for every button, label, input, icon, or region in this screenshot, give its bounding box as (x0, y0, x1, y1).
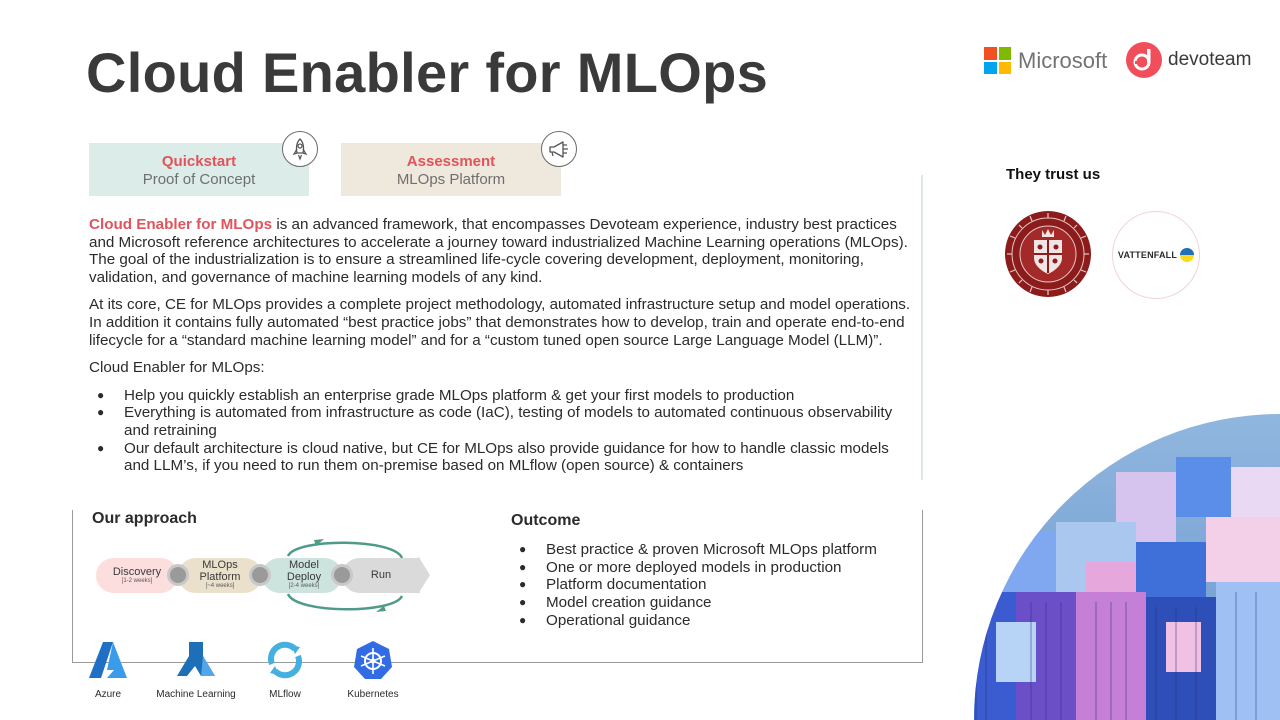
stage-mlops-platform-name: MLOps Platform (199, 559, 241, 583)
stage-run-name: Run (370, 569, 392, 581)
devoteam-logo-icon (1126, 42, 1162, 78)
stage-discovery-name: Discovery (112, 566, 162, 578)
stage-connector (249, 564, 271, 586)
decorative-building-image (936, 412, 1280, 720)
mlflow-icon (264, 640, 306, 680)
list-item: ● One or more deployed models in production (511, 559, 877, 577)
university-seal-logo (1004, 210, 1092, 298)
intro-paragraph (89, 216, 911, 286)
stage-model-deploy-duration: [2-4 weeks] (288, 583, 320, 589)
list-item: ● Our default architecture is cloud native, but CE for MLOps also provide guidance for how to handle classic models and LLM’s, if you need to run them on-premise based on MLflow (open source) & containers (89, 440, 911, 475)
tech-azure (63, 640, 153, 700)
card-assessment (341, 143, 561, 196)
machine-learning-icon (175, 640, 217, 680)
tech-kubernetes-label: Kubernetes (347, 689, 399, 700)
card-assessment-title: Assessment (406, 153, 496, 170)
stage-discovery-duration: [1-2 weeks] (121, 578, 153, 584)
approach-heading: Our approach (92, 510, 197, 527)
megaphone-icon (541, 131, 577, 167)
tech-azure-label: Azure (94, 689, 122, 700)
approach-process (96, 536, 436, 616)
stage-connector (167, 564, 189, 586)
intro-highlight: Cloud Enabler for MLOps (89, 216, 273, 233)
azure-icon (87, 640, 129, 680)
devoteam-logo (1126, 42, 1251, 78)
list-heading: Cloud Enabler for MLOps: (89, 359, 265, 377)
card-quickstart (89, 143, 309, 196)
tech-mlflow (240, 640, 330, 700)
trust-heading: They trust us (1006, 166, 1101, 183)
kubernetes-icon (352, 640, 394, 680)
outcome-list (511, 541, 877, 630)
feature-list (89, 387, 911, 475)
microsoft-logo-text: Microsoft (1018, 47, 1108, 73)
vattenfall-logo-icon (1180, 248, 1194, 262)
intro-text: is an advanced framework, that encompasses Devoteam experience, industry best practices and Microsoft reference architectures to accelerate a journey toward industrialized Machine Learning operations (MLOps). The goal of the industrialization is to ensure a streamlined life-cycle covering development, deployment, monitoring, validation, and governance of machine learning models of any kind. (89, 216, 908, 286)
core-paragraph: At its core, CE for MLOps provides a complete project methodology, automated infrastructure setup and model operations. In addition it contains fully automated “best practice jobs” that demonstrates how to develop, train and operate end-to-end lifecycle for a “standard machine learning model” and for a “custom tuned open source Large Language Model (LLM)”. (89, 296, 911, 349)
page-title: Cloud Enabler for MLOps (86, 41, 769, 104)
vattenfall-logo-text: VATTENFALL (1117, 250, 1178, 260)
microsoft-logo-icon (984, 47, 1011, 74)
card-assessment-subtitle: MLOps Platform (396, 171, 506, 188)
stage-connector (331, 564, 353, 586)
outcome-heading: Outcome (511, 512, 581, 529)
stage-discovery (96, 558, 178, 593)
list-item: ● Platform documentation (511, 576, 877, 594)
list-item: ● Best practice & proven Microsoft MLOps platform (511, 541, 877, 559)
tech-machine-learning-label: Machine Learning (156, 689, 236, 700)
stage-model-deploy (262, 558, 342, 593)
stage-run (342, 558, 420, 593)
tech-mlflow-label: MLflow (269, 689, 301, 700)
card-quickstart-title: Quickstart (161, 153, 237, 170)
list-item: ● Operational guidance (511, 612, 877, 630)
rocket-icon (282, 131, 318, 167)
list-item: ● Help you quickly establish an enterprise grade MLOps platform & get your first models to production (89, 387, 911, 405)
microsoft-logo (984, 47, 1107, 74)
stage-mlops-platform-duration: [~4 weeks] (205, 583, 235, 589)
main-description (89, 216, 911, 475)
vattenfall-logo (1112, 211, 1200, 299)
stage-model-deploy-name: Model Deploy (286, 559, 322, 583)
list-item: ● Model creation guidance (511, 594, 877, 612)
tech-machine-learning (151, 640, 241, 700)
devoteam-logo-text: devoteam (1168, 49, 1252, 70)
list-item: ● Everything is automated from infrastructure as code (IaC), testing of models to automated continuous observability and retraining (89, 404, 911, 439)
tech-kubernetes (328, 640, 418, 700)
divider-line (921, 175, 923, 480)
card-quickstart-subtitle: Proof of Concept (142, 171, 256, 188)
